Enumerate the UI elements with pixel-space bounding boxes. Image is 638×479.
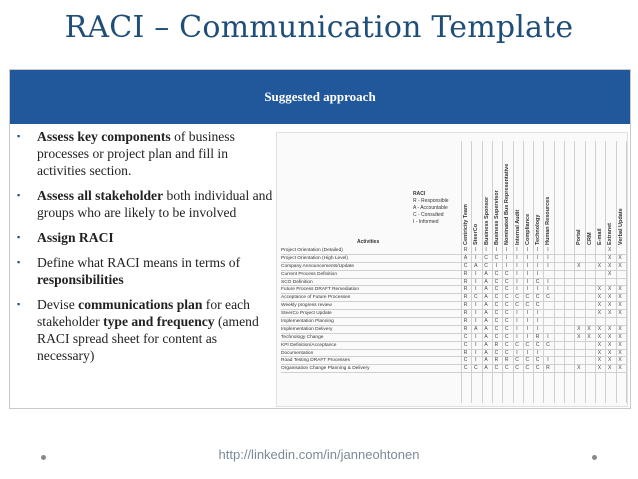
raci-cell: C [504, 270, 509, 277]
raci-cell: C [484, 254, 488, 261]
bullet-emphasis: type and frequency [103, 314, 215, 329]
raci-cell: X [587, 333, 591, 340]
raci-cell: I [536, 349, 539, 356]
raci-cell: X [597, 302, 602, 309]
raci-cell: C [515, 357, 519, 364]
grid-line [482, 141, 483, 403]
raci-cell: A [484, 286, 488, 293]
raci-cell: C [494, 254, 499, 261]
raci-cell: C [463, 262, 468, 269]
raci-cell: C [535, 365, 540, 372]
raci-cell: C [515, 294, 519, 301]
raci-cell: X [618, 302, 622, 309]
bullet-item [13, 187, 275, 221]
table-row [281, 263, 627, 271]
raci-cell: R [494, 341, 499, 348]
raci-cell: I [547, 333, 549, 340]
raci-cell: X [608, 349, 612, 356]
raci-cell: I [505, 262, 508, 269]
raci-cell: I [475, 349, 477, 356]
column-header-label: Business Supervisor [493, 190, 500, 245]
column-header-label: SteerCo [473, 223, 480, 245]
raci-cell: A [484, 270, 488, 277]
raci-cell: A [474, 262, 478, 269]
table-row [281, 294, 627, 302]
raci-cell: A [484, 333, 488, 340]
raci-cell: X [618, 254, 622, 261]
raci-cell: I [526, 278, 528, 285]
table-row [281, 255, 627, 263]
activity-label: Technology Change [281, 334, 324, 340]
legend-item: A - Accountable [413, 205, 448, 211]
bullet-text: of business processes or project plan and fill in activities section. [37, 129, 235, 178]
raci-cell: I [547, 247, 549, 253]
raci-cell: C [473, 294, 478, 301]
activities-header: Activities [357, 239, 380, 245]
column-header [471, 141, 480, 245]
raci-cell: I [485, 247, 487, 253]
grid-line [554, 141, 555, 403]
raci-cell: I [547, 254, 549, 261]
bullet-marker-icon: ▪ [17, 190, 21, 200]
raci-cell: I [547, 286, 549, 293]
raci-cell: X [618, 357, 622, 364]
activity-label: Company Announcements/Update [281, 263, 355, 269]
raci-cell: A [484, 278, 488, 285]
raci-cell: C [494, 310, 499, 317]
raci-cell: A [484, 357, 488, 364]
raci-cell: X [608, 294, 612, 301]
raci-grid [281, 247, 627, 373]
raci-cell: I [475, 310, 477, 317]
table-row [281, 247, 627, 255]
raci-cell: C [504, 286, 509, 293]
raci-cell: R [463, 278, 468, 285]
raci-cell: X [608, 333, 612, 340]
raci-cell: A [484, 302, 488, 309]
raci-cell: R [504, 357, 509, 364]
raci-cell: I [475, 254, 477, 261]
content-panel [9, 69, 631, 409]
footer-link[interactable]: http://linkedin.com/in/janneohtonen [218, 447, 420, 462]
raci-cell: X [618, 341, 622, 348]
grid-line [626, 141, 627, 403]
right-dot-ornament [592, 455, 597, 460]
raci-cell: X [577, 262, 581, 269]
activity-label: Acceptance of Future Processes [281, 295, 351, 301]
raci-cell: R [463, 270, 468, 277]
raci-cell: C [494, 294, 499, 301]
raci-cell: C [494, 325, 499, 332]
raci-cell: A [484, 318, 488, 325]
raci-cell: I [475, 302, 477, 309]
column-header-label: Business Sponsor [483, 196, 490, 245]
raci-cell: C [525, 294, 530, 301]
raci-cell: X [608, 286, 612, 293]
raci-cell: I [475, 286, 477, 293]
raci-cell: X [597, 294, 602, 301]
raci-cell: I [536, 262, 539, 269]
table-row [281, 310, 627, 318]
raci-cell: R [463, 294, 468, 301]
raci-cell: I [536, 325, 539, 332]
legend-item: C - Consulted [413, 212, 444, 218]
raci-cell: C [473, 365, 478, 372]
raci-cell: I [516, 254, 518, 261]
raci-cell: R [494, 357, 499, 364]
raci-cell: X [618, 349, 622, 356]
bullet-marker-icon: ▪ [17, 257, 21, 267]
raci-cell: I [526, 310, 528, 317]
grid-line [564, 141, 565, 403]
column-header [482, 141, 491, 245]
raci-cell: I [475, 318, 477, 325]
raci-cell: A [484, 294, 488, 301]
raci-cell: X [608, 262, 612, 269]
raci-cell: I [516, 286, 518, 293]
raci-cell: I [475, 333, 477, 340]
raci-cell: I [516, 270, 518, 277]
bullet-item [13, 296, 275, 364]
raci-cell: C [494, 318, 499, 325]
raci-cell: C [535, 341, 540, 348]
column-header [523, 141, 532, 245]
raci-cell: A [474, 325, 478, 332]
table-row [281, 302, 627, 310]
column-header [585, 141, 594, 245]
column-header [554, 141, 563, 245]
activity-label: SteerCo Project Update [281, 311, 332, 317]
bullet-item [13, 229, 275, 246]
column-header [616, 141, 625, 245]
raci-cell: I [536, 270, 539, 277]
activity-label: SCO Definition [281, 279, 313, 285]
table-row [281, 326, 627, 334]
column-header-label: Nominated Bus Representative [504, 163, 511, 245]
table-row [281, 271, 627, 279]
raci-cell: C [504, 278, 509, 285]
raci-cell: I [536, 247, 539, 253]
raci-cell: I [475, 278, 477, 285]
raci-cell: C [494, 333, 499, 340]
raci-cell: I [516, 278, 518, 285]
bullet-text: both individual and groups who are likely to be involved [37, 188, 273, 220]
bullet-text: Devise [37, 297, 79, 312]
raci-cell: R [546, 365, 550, 372]
raci-cell: I [475, 341, 477, 348]
raci-cell: C [504, 349, 509, 356]
activity-label: Road Testing DRAFT Processes [281, 358, 350, 364]
legend-title: RACI [413, 191, 426, 197]
bullet-text: for each stakeholder [37, 297, 250, 329]
column-header-label: Technology [535, 214, 542, 245]
grid-line [461, 141, 462, 403]
column-header-label: Compliance [524, 213, 531, 245]
raci-cell: I [516, 333, 518, 340]
raci-cell: X [597, 349, 602, 356]
table-row [281, 342, 627, 350]
raci-cell: X [587, 325, 591, 332]
activity-label: Implementation Delivery [281, 326, 333, 332]
raci-cell: C [494, 349, 499, 356]
raci-cell: R [463, 247, 468, 253]
table-row [281, 318, 627, 326]
raci-cell: C [504, 294, 509, 301]
raci-cell: X [618, 310, 622, 317]
raci-cell: C [504, 325, 509, 332]
raci-cell: A [463, 254, 468, 261]
raci-cell: C [525, 302, 530, 309]
raci-cell: I [475, 270, 477, 277]
raci-cell: C [535, 357, 540, 364]
raci-cell: I [516, 325, 518, 332]
raci-cell: C [463, 333, 468, 340]
column-headers [461, 141, 627, 245]
raci-cell: C [494, 302, 499, 309]
table-row [281, 357, 627, 365]
raci-cell: C [525, 341, 530, 348]
column-header-label: E-mail [596, 228, 603, 245]
raci-cell: I [547, 262, 549, 269]
bullet-marker-icon: ▪ [17, 131, 21, 141]
column-header [564, 141, 573, 245]
raci-cell: I [495, 247, 498, 253]
column-header [574, 141, 583, 245]
raci-cell: X [608, 365, 612, 372]
activity-label: KPI Definition/Acceptance [281, 342, 337, 348]
raci-cell: C [525, 365, 530, 372]
grid-line [616, 141, 617, 403]
column-header-label: Centricity Team [463, 204, 469, 245]
grid-line [492, 141, 493, 403]
raci-cell: I [505, 247, 508, 253]
raci-cell: I [547, 278, 549, 285]
activity-label: Project Orientation (Detailed) [281, 248, 343, 253]
raci-cell: C [494, 365, 499, 372]
raci-cell: X [608, 247, 612, 253]
bullet-emphasis: Assign RACI [37, 230, 114, 245]
raci-cell: X [618, 333, 622, 340]
raci-cell: X [618, 262, 622, 269]
bullet-marker-icon: ▪ [17, 299, 21, 309]
raci-cell: C [515, 365, 519, 372]
raci-cell: X [608, 310, 612, 317]
grid-line [543, 141, 544, 403]
raci-spreadsheet-image [276, 132, 628, 407]
raci-cell: R [463, 349, 468, 356]
grid-line [513, 141, 514, 403]
grid-line [574, 141, 575, 403]
column-header [502, 141, 511, 245]
raci-cell: I [526, 270, 528, 277]
grid-line [502, 141, 503, 403]
column-header-label: Portal [576, 229, 583, 245]
activity-label: Project Orientation (High Level) [281, 255, 348, 261]
raci-cell: X [618, 294, 622, 301]
raci-cell: C [504, 365, 509, 372]
raci-cell: C [535, 278, 540, 285]
raci-cell: C [504, 302, 509, 309]
raci-cell: I [505, 254, 508, 261]
raci-cell: I [475, 357, 477, 364]
raci-cell: C [504, 341, 509, 348]
raci-cell: I [536, 286, 539, 293]
grid-line [471, 141, 472, 403]
raci-cell: X [597, 365, 602, 372]
slide-title: RACI – Communication Template [64, 10, 574, 45]
bullet-item [13, 128, 275, 179]
raci-cell: C [463, 341, 468, 348]
raci-legend [413, 191, 449, 226]
raci-cell: R [463, 286, 468, 293]
raci-cell: I [495, 262, 498, 269]
raci-cell: C [515, 302, 519, 309]
column-header-label: Extranet [607, 222, 614, 245]
raci-cell: A [484, 341, 488, 348]
column-header [543, 141, 552, 245]
raci-cell: I [516, 349, 518, 356]
raci-cell: C [504, 318, 509, 325]
grid-line [605, 141, 606, 403]
raci-cell: C [504, 310, 509, 317]
raci-cell: I [526, 262, 528, 269]
raci-cell: I [526, 333, 528, 340]
raci-cell: R [463, 310, 468, 317]
raci-cell: X [577, 365, 581, 372]
bullet-list [13, 128, 275, 372]
column-header-label: CRM [586, 232, 593, 245]
banner-suggested-approach: Suggested approach [10, 70, 630, 124]
raci-cell: C [463, 357, 468, 364]
raci-cell: C [504, 333, 509, 340]
raci-cell: I [526, 247, 528, 253]
bullet-emphasis: Assess all stakeholder [37, 188, 164, 203]
raci-cell: X [608, 254, 612, 261]
raci-cell: I [516, 247, 518, 253]
column-header [461, 141, 470, 245]
raci-cell: I [536, 310, 539, 317]
raci-cell: X [608, 302, 612, 309]
raci-cell: I [526, 286, 528, 293]
raci-cell: C [494, 270, 499, 277]
column-header [595, 141, 604, 245]
raci-cell: A [484, 365, 488, 372]
bullet-item [13, 254, 275, 288]
raci-cell: X [597, 325, 602, 332]
raci-cell: C [546, 341, 550, 348]
grid-line [585, 141, 586, 403]
bullet-text: Define what RACI means in terms of [37, 255, 241, 270]
bullet-emphasis: Assess key components [37, 129, 171, 144]
raci-cell: I [516, 310, 518, 317]
raci-cell: R [463, 302, 468, 309]
table-row [281, 279, 627, 287]
raci-cell: X [618, 325, 622, 332]
raci-cell: X [608, 357, 612, 364]
raci-cell: I [536, 254, 539, 261]
column-header-label: Internal Audit [514, 209, 521, 245]
grid-line [523, 141, 524, 403]
raci-cell: C [494, 286, 499, 293]
raci-cell: X [597, 310, 602, 317]
column-header [533, 141, 542, 245]
column-header-label: Verbal Update [617, 208, 624, 245]
raci-cell: A [484, 325, 488, 332]
raci-cell: I [516, 318, 518, 325]
raci-cell: C [494, 278, 499, 285]
column-header [605, 141, 614, 245]
raci-cell: C [463, 365, 468, 372]
activity-label: Current Process Definition [281, 271, 337, 277]
raci-cell: I [547, 357, 549, 364]
raci-cell: C [546, 294, 550, 301]
grid-line [595, 141, 596, 403]
activity-label: Implementation Planning [281, 319, 334, 325]
table-row [281, 350, 627, 358]
raci-cell: X [608, 270, 612, 277]
raci-cell: I [526, 349, 528, 356]
bullet-emphasis: communications plan [78, 297, 203, 312]
raci-cell: C [525, 357, 530, 364]
grid-line [533, 141, 534, 403]
column-header [492, 141, 501, 245]
raci-cell: I [536, 318, 539, 325]
raci-cell: X [597, 357, 602, 364]
raci-cell: A [484, 349, 488, 356]
table-row [281, 334, 627, 342]
raci-cell: X [608, 325, 612, 332]
raci-cell: C [515, 341, 519, 348]
raci-cell: R [535, 333, 540, 340]
raci-cell: X [597, 333, 602, 340]
raci-cell: X [597, 286, 602, 293]
column-header-label: Human Resources [545, 196, 552, 245]
bullet-text: (amend RACI spread sheet for content as necessary) [37, 314, 259, 363]
raci-cell: I [516, 262, 518, 269]
raci-cell: X [618, 365, 622, 372]
activity-label: Future Process DRAFT Remediation [281, 287, 360, 293]
activity-label: Organisation Change Planning & Delivery [281, 366, 370, 372]
table-row [281, 286, 627, 294]
raci-cell: I [475, 247, 477, 253]
activity-label: Weekly progress review [281, 303, 332, 309]
legend-item: I - Informed [413, 219, 439, 225]
raci-cell: X [597, 262, 602, 269]
raci-cell: C [535, 302, 540, 309]
raci-cell: X [597, 341, 602, 348]
raci-cell: I [526, 254, 528, 261]
raci-cell: X [618, 286, 622, 293]
raci-cell: X [577, 333, 581, 340]
bullet-emphasis: responsibilities [37, 272, 124, 287]
raci-cell: C [484, 262, 488, 269]
raci-cell: X [608, 341, 612, 348]
bullet-marker-icon: ▪ [17, 232, 21, 242]
raci-cell: I [526, 325, 528, 332]
legend-item: R - Responsible [413, 198, 449, 204]
raci-cell: I [526, 318, 528, 325]
table-row [281, 365, 627, 373]
raci-cell: X [577, 325, 581, 332]
raci-cell: R [463, 318, 468, 325]
activity-label: Documentation [281, 350, 314, 356]
raci-cell: C [535, 294, 540, 301]
raci-cell: A [484, 310, 488, 317]
raci-cell: R [463, 325, 468, 332]
column-header [513, 141, 522, 245]
